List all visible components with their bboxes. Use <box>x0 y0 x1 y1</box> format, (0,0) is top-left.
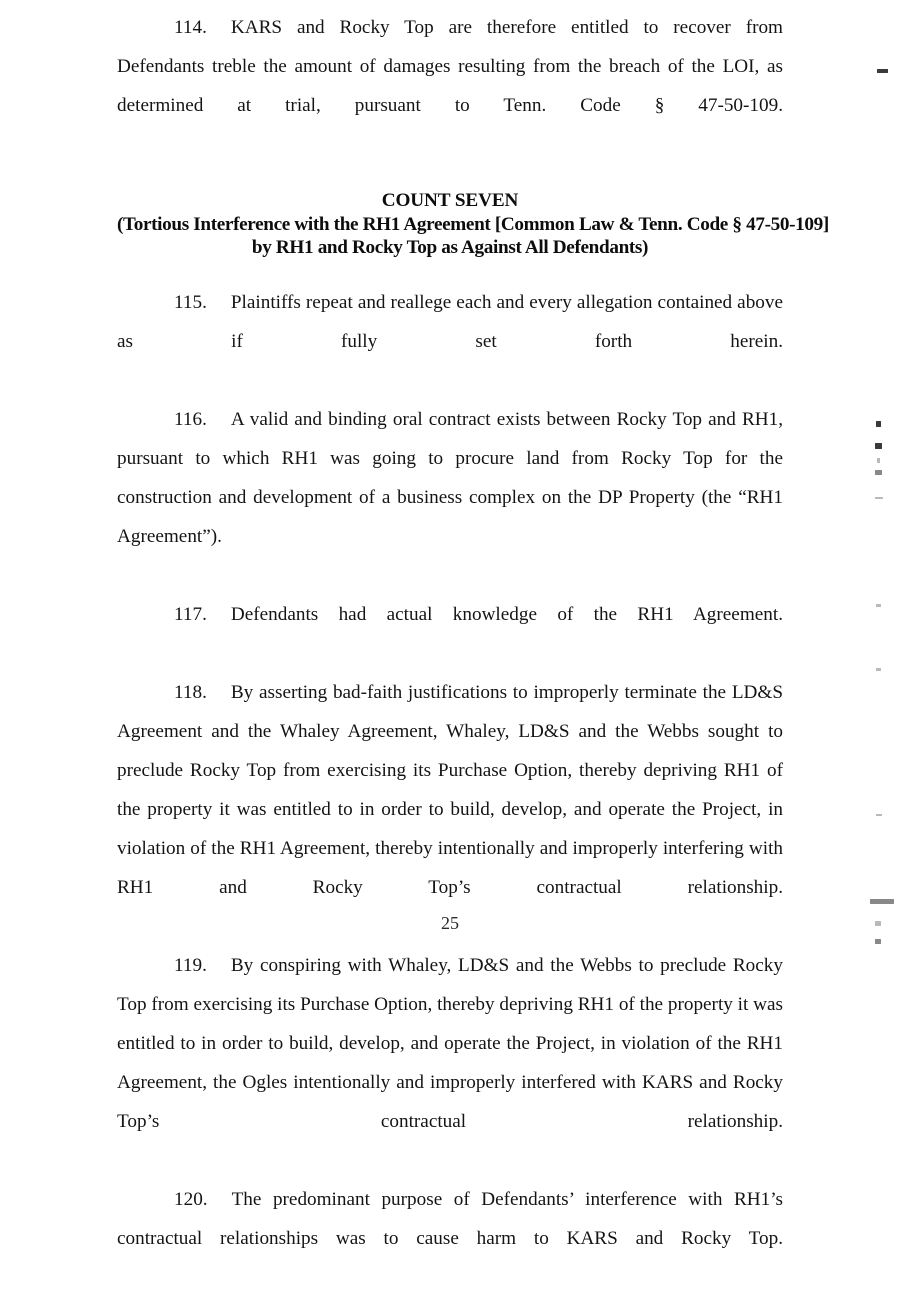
count-heading-subtitle-line-2: by RH1 and Rocky Top as Against All Defendants) <box>251 237 649 258</box>
paragraph-119-text: By conspiring with Whaley, LD&S and the Webbs to preclude Rocky Top from exercising its Purchase Option, thereby depriving RH1 of the property it was entitled to in order to build, develop, and operate the Project, in violation of the RH1 Agreement, the Ogles intentionally and improperly interfered with KARS and Rocky Top’s contractual relationship. <box>117 955 783 1132</box>
scan-speck <box>876 421 881 427</box>
paragraph-118 <box>117 673 783 946</box>
document-text-column <box>117 0 829 1297</box>
scan-speck <box>876 668 881 671</box>
paragraph-116 <box>117 400 783 595</box>
paragraph-118-text: By asserting bad-faith justifications to improperly terminate the LD&S Agreement and the Whaley Agreement, Whaley, LD&S and the Webbs sought to preclude Rocky Top from exercising its Purchase Option, thereby depriving RH1 of the property it was entitled to in order to build, develop, and operate the Project, in violation of the RH1 Agreement, thereby intentionally and improperly interfering with RH1 and Rocky Top’s contractual relationship. <box>117 682 783 898</box>
paragraph-120 <box>117 1180 783 1297</box>
paragraph-117-text: Defendants had actual knowledge of the RH1 Agreement. <box>230 604 783 625</box>
scan-speck <box>875 443 882 449</box>
paragraph-114 <box>117 8 783 164</box>
scan-speck <box>875 939 881 944</box>
scan-speck <box>870 899 894 904</box>
scan-speck <box>877 458 880 463</box>
paragraph-115 <box>117 283 783 400</box>
paragraph-119 <box>117 946 783 1180</box>
paragraph-114-number: 114. <box>174 17 207 38</box>
paragraph-117-number: 117. <box>174 604 207 625</box>
paragraph-115-number: 115. <box>174 292 207 313</box>
scan-speck <box>875 497 883 499</box>
paragraph-115-text: Plaintiffs repeat and reallege each and every allegation contained above as if fully set forth herein. <box>117 292 783 352</box>
scan-artifacts <box>860 0 900 955</box>
scan-speck <box>876 814 882 816</box>
paragraph-116-text: A valid and binding oral contract exists between Rocky Top and RH1, pursuant to which RH1 was going to procure land from Rocky Top for the construction and development of a business complex on the DP Property (the “RH1 Agreement”). <box>117 409 783 547</box>
paragraph-114-text: KARS and Rocky Top are therefore entitled to recover from Defendants treble the amount of damages resulting from the breach of the LOI, as determined at trial, pursuant to Tenn. Code § 47-50-109. <box>117 17 783 116</box>
paragraph-116-number: 116. <box>174 409 207 430</box>
page-number: 25 <box>441 913 459 933</box>
paragraph-120-text: The predominant purpose of Defendants’ interference with RH1’s contractual relationships was to cause harm to KARS and Rocky Top. <box>117 1189 783 1249</box>
paragraph-120-number: 120. <box>174 1189 208 1210</box>
scan-speck <box>876 604 881 607</box>
scan-speck <box>875 470 882 475</box>
paragraph-119-number: 119. <box>174 955 207 976</box>
count-heading-title: COUNT SEVEN <box>381 190 519 211</box>
count-heading-block <box>117 189 829 259</box>
scan-speck <box>877 69 888 73</box>
count-heading-subtitle-line-1: (Tortious Interference with the RH1 Agreement [Common Law & Tenn. Code § 47-50-109] <box>117 214 829 235</box>
paragraph-117 <box>117 595 783 673</box>
paragraph-118-number: 118. <box>174 682 207 703</box>
